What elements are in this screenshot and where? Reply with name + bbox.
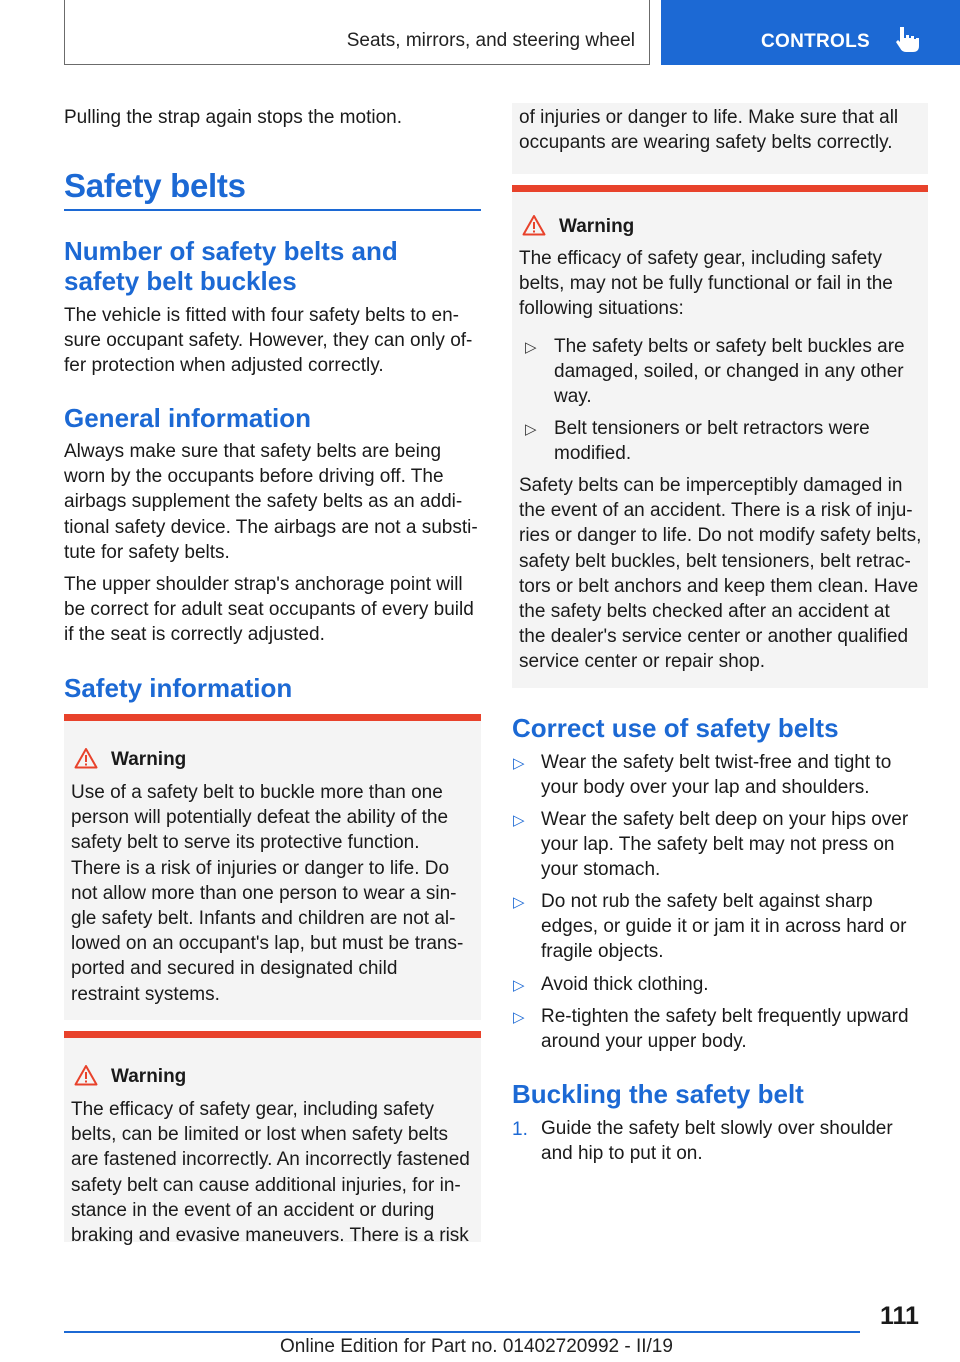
text-line: Do not rub the safety belt against sharp — [541, 891, 873, 912]
text-line: the safety belts checked after an accident at — [519, 601, 890, 623]
text-line: Always make sure that safety belts are being — [64, 441, 442, 462]
heading-rule — [64, 209, 481, 211]
bullet-icon: ▷ — [513, 894, 525, 911]
text-line: Wear the safety belt twist-free and tight to — [541, 752, 892, 773]
text-line: fer protection when adjusted correctly. — [64, 355, 384, 377]
text-line: Guide the safety belt slowly over shoulder — [541, 1118, 893, 1139]
text-line: Avoid thick clothing. — [541, 974, 709, 995]
header-chapter-label: CONTROLS — [761, 31, 871, 52]
heading-safety-information: Safety information — [64, 673, 293, 703]
text-line: be correct for adult seat occupants of every build — [64, 599, 474, 621]
text-line: your body over your lap and shoulders. — [541, 777, 870, 799]
text-line: safety belt buckles, belt tensioners, belt retrac‐ — [519, 550, 911, 572]
text-line: edges, or guide it or jam it in across hard or — [541, 916, 907, 938]
text-line: and hip to put it on. — [541, 1143, 703, 1165]
heading-safety-belts: Safety belts — [64, 167, 246, 204]
pointing-hand-icon — [893, 24, 923, 54]
bullet-icon: ▷ — [513, 1009, 525, 1026]
text-line: Safety belts can be imperceptibly damaged in — [519, 475, 903, 496]
text-line: lowed on an occupant's lap, but must be trans‐ — [71, 933, 464, 955]
text-line: stance in the event of an accident or during — [71, 1199, 435, 1221]
text-line: around your upper body. — [541, 1031, 747, 1053]
text-line: occupants are wearing safety belts correctly. — [519, 132, 893, 154]
text-line: following situations: — [519, 298, 684, 320]
list-item — [541, 750, 891, 800]
text-line: of injuries or danger to life. Make sure that all — [519, 107, 899, 128]
list-item — [541, 807, 908, 883]
step-number: 1. — [512, 1119, 528, 1140]
text-line: safety belt to serve its protective function. — [71, 832, 420, 854]
text-line: if the seat is correctly adjusted. — [64, 624, 325, 646]
text-line: Wear the safety belt deep on your hips over — [541, 809, 909, 830]
text-line: person will potentially defeat the ability of the — [71, 807, 449, 829]
general-paragraph-2 — [64, 572, 474, 648]
text-line: worn by the occupants before driving off. The — [64, 466, 444, 488]
text-line: ries or danger to life. Do not modify safety belts, — [519, 525, 922, 547]
heading-general-information: General information — [64, 403, 312, 433]
warning-box-1 — [64, 714, 481, 1020]
text-line: safety belt can cause additional injuries, for in‐ — [71, 1174, 461, 1196]
step-item — [541, 1116, 893, 1166]
text-line: ported and secured in designated child — [71, 958, 398, 980]
text-line: modified. — [554, 443, 632, 465]
footer-edition: Online Edition for Part no. 01402720992 - II/19 — [280, 1336, 673, 1357]
bullet-icon: ▷ — [513, 812, 525, 829]
warning-text — [71, 780, 463, 1007]
header-chapter-tab[interactable] — [661, 0, 960, 65]
heading-buckling: Buckling the safety belt — [512, 1079, 804, 1109]
general-paragraph-1 — [64, 439, 478, 565]
text-line: your lap. The safety belt may not press on — [541, 834, 895, 856]
text-line: belts, may not be fully functional or fail in the — [519, 273, 893, 295]
intro-text: Pulling the strap again stops the motion. — [64, 107, 402, 128]
text-line: damaged, soiled, or changed in any other — [554, 361, 904, 383]
warning-paragraph — [519, 473, 921, 675]
header-section-title: Seats, mirrors, and steering wheel — [346, 30, 635, 51]
text-line: restraint systems. — [71, 983, 220, 1005]
text-line: not allow more than one person to wear a sin‐ — [71, 882, 457, 904]
warning-triangle-icon — [522, 214, 546, 236]
text-line: tute for safety belts. — [64, 541, 230, 563]
warning-intro — [519, 246, 893, 322]
text-line: Belt tensioners or belt retractors were — [554, 418, 870, 439]
text-line: belts, can be limited or lost when safety belts — [71, 1124, 449, 1146]
heading-line: safety belt buckles — [64, 266, 297, 296]
heading-number-of-belts — [64, 236, 398, 296]
text-line: are fastened incorrectly. An incorrectly fastened — [71, 1149, 470, 1171]
warning-text — [519, 105, 898, 155]
page-number: 111 — [880, 1302, 919, 1330]
text-line: braking and evasive maneuvers. There is a risk — [71, 1225, 469, 1247]
list-item — [541, 889, 906, 965]
text-line: sure occupant safety. However, they can only of‐ — [64, 330, 473, 352]
text-line: The vehicle is fitted with four safety belts to en‐ — [64, 305, 459, 326]
text-line: tional safety device. The airbags are not a substi‐ — [64, 516, 478, 538]
list-item — [541, 972, 709, 997]
number-paragraph — [64, 303, 472, 379]
text-line: The upper shoulder strap's anchorage point will — [64, 574, 463, 595]
warning-continuation-box — [512, 103, 928, 174]
bullet-icon: ▷ — [525, 421, 537, 438]
text-line: service center or repair shop. — [519, 651, 766, 673]
text-line: your stomach. — [541, 859, 661, 881]
text-line: fragile objects. — [541, 941, 664, 963]
warning-bullet-2 — [554, 416, 870, 466]
bullet-icon: ▷ — [525, 339, 537, 356]
header-section-box — [64, 0, 650, 65]
text-line: tors or belt anchors and keep them clean. Have — [519, 575, 919, 597]
text-line: way. — [554, 386, 592, 408]
heading-line: Number of safety belts and — [64, 236, 398, 266]
heading-correct-use: Correct use of safety belts — [512, 713, 839, 743]
text-line: the dealer's service center or another qualified — [519, 626, 909, 648]
text-line: The efficacy of safety gear, including safety — [71, 1099, 434, 1120]
warning-title: Warning — [111, 1066, 187, 1087]
text-line: gle safety belt. Infants and children are not al‐ — [71, 908, 456, 930]
text-line: airbags supplement the safety belts as an addi‐ — [64, 491, 463, 513]
warning-box-2 — [64, 1031, 481, 1247]
warning-bullet-1 — [554, 334, 905, 410]
warning-title: Warning — [559, 216, 635, 237]
footer-rule — [64, 1331, 860, 1333]
text-line: There is a risk of injuries or danger to life. Do — [71, 857, 450, 879]
bullet-icon: ▷ — [513, 977, 525, 994]
warning-triangle-icon — [74, 747, 98, 769]
text-line: Re-tighten the safety belt frequently upward — [541, 1006, 909, 1027]
text-line: the event of an accident. There is a risk of inju‐ — [519, 500, 913, 522]
warning-triangle-icon — [74, 1064, 98, 1086]
bullet-icon: ▷ — [513, 755, 525, 772]
warning-title: Warning — [111, 749, 187, 770]
text-line: The safety belts or safety belt buckles are — [554, 336, 905, 357]
list-item — [541, 1004, 909, 1054]
warning-text — [71, 1097, 470, 1248]
warning-box-3 — [512, 185, 928, 688]
text-line: The efficacy of safety gear, including safety — [519, 248, 882, 269]
text-line: Use of a safety belt to buckle more than one — [71, 782, 443, 803]
